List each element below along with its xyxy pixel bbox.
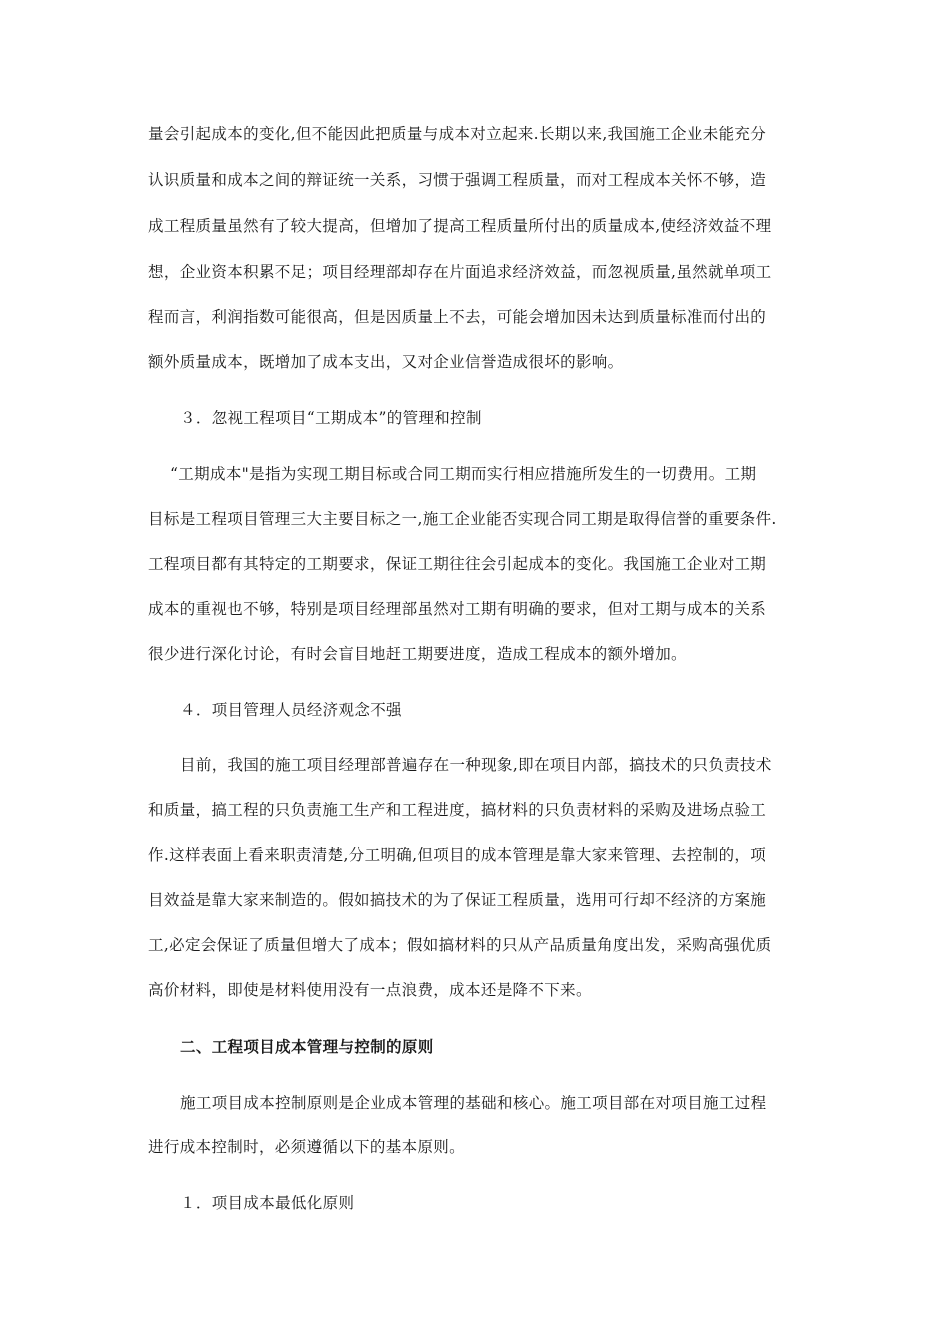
subsection-heading-1: １．项目成本最低化原则 (180, 1194, 355, 1212)
text-line: 量会引起成本的变化,但不能因此把质量与成本对立起来.长期以来,我国施工企业未能充分 (148, 125, 767, 143)
text-line: 成本的重视也不够，特别是项目经理部虽然对工期有明确的要求，但对工期与成本的关系 (148, 600, 767, 618)
text-line: “工期成本"是指为实现工期目标或合同工期而实行相应措施所发生的一切费用。工期 (170, 465, 757, 483)
text-line: 工程项目都有其特定的工期要求，保证工期往往会引起成本的变化。我国施工企业对工期 (148, 555, 767, 573)
text-line: 高价材料，即使是材料使用没有一点浪费，成本还是降不下来。 (148, 981, 592, 999)
text-line: 工,必定会保证了质量但增大了成本；假如搞材料的只从产品质量角度出发，采购高强优质 (148, 936, 772, 954)
text-line: 成工程质量虽然有了较大提高，但增加了提高工程质量所付出的质量成本,使经济效益不理 (148, 217, 772, 235)
text-line: 和质量，搞工程的只负责施工生产和工程进度，搞材料的只负责材料的采购及进场点验工 (148, 801, 767, 819)
text-line: 作.这样表面上看来职责清楚,分工明确,但项目的成本管理是靠大家来管理、去控制的，项 (148, 846, 767, 864)
text-line: 施工项目成本控制原则是企业成本管理的基础和核心。施工项目部在对项目施工过程 (180, 1094, 767, 1112)
text-line: 进行成本控制时，必须遵循以下的基本原则。 (148, 1138, 466, 1156)
text-line: 目标是工程项目管理三大主要目标之一,施工企业能否实现合同工期是取得信誉的重要条件. (148, 510, 777, 528)
text-line: 认识质量和成本之间的辩证统一关系，习惯于强调工程质量，而对工程成本关怀不够，造 (148, 171, 767, 189)
text-line: 程而言，利润指数可能很高，但是因质量上不去，可能会增加因未达到质量标准而付出的 (148, 308, 767, 326)
section-title-2: 二、工程项目成本管理与控制的原则 (180, 1037, 434, 1056)
text-line: 目效益是靠大家来制造的。假如搞技术的为了保证工程质量，选用可行却不经济的方案施 (148, 891, 767, 909)
text-line: 想，企业资本积累不足；项目经理部却存在片面追求经济效益，而忽视质量,虽然就单项工 (148, 263, 772, 281)
section-heading-4: ４．项目管理人员经济观念不强 (180, 701, 402, 719)
text-line: 目前，我国的施工项目经理部普遍存在一种现象,即在项目内部，搞技术的只负责技术 (180, 756, 772, 774)
text-line: 很少进行深化讨论，有时会盲目地赶工期要进度，造成工程成本的额外增加。 (148, 645, 687, 663)
section-heading-3: ３．忽视工程项目“工期成本”的管理和控制 (180, 409, 482, 427)
text-line: 额外质量成本，既增加了成本支出，又对企业信誉造成很坏的影响。 (148, 353, 624, 371)
